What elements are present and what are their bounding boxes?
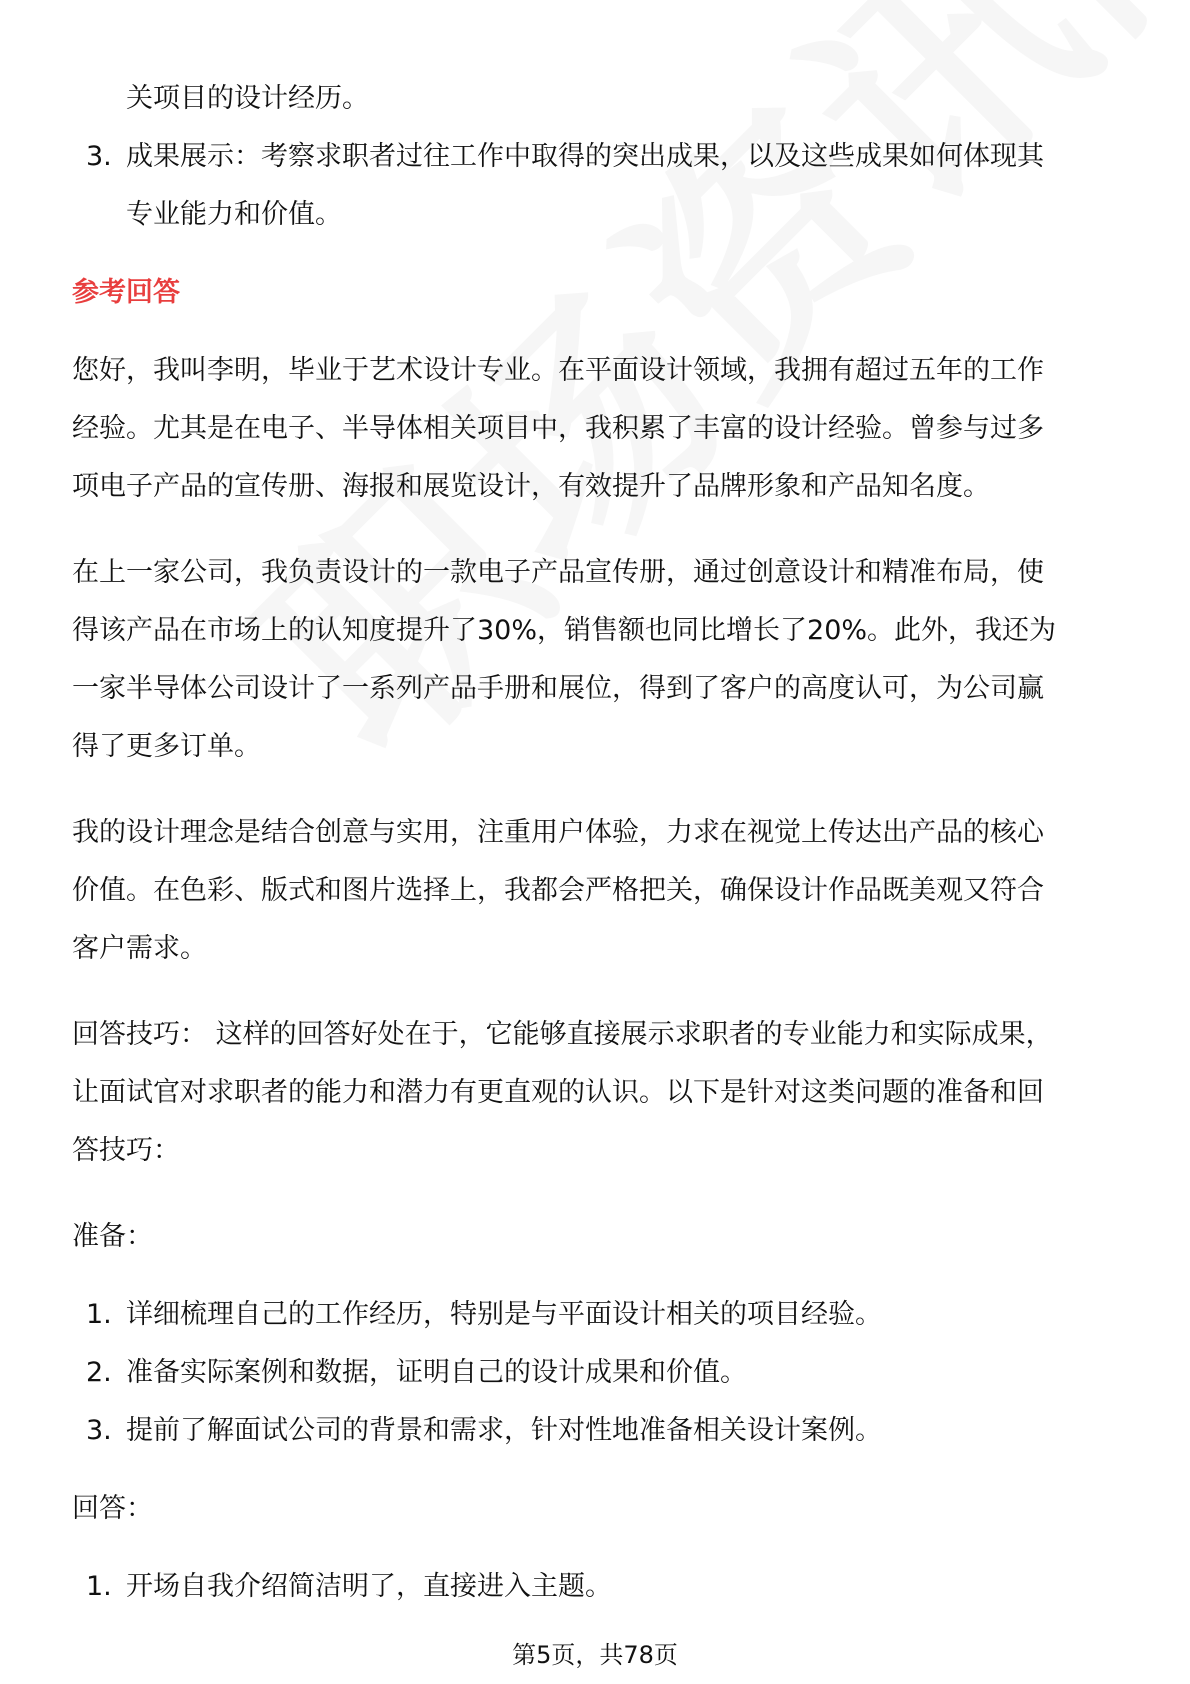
prep-list bbox=[72, 1286, 1122, 1460]
page-footer: 第5页，共78页 bbox=[512, 1641, 678, 1669]
paragraph-line: 回答技巧： 这样的回答好处在于，它能够直接展示求职者的专业能力和实际成果， bbox=[72, 1019, 1053, 1050]
section-heading: 参考回答 bbox=[72, 277, 180, 308]
list-item-text: 详细梳理自己的工作经历，特别是与平面设计相关的项目经验。 bbox=[126, 1299, 882, 1330]
list-item bbox=[72, 1402, 1122, 1460]
list-item bbox=[72, 128, 1122, 244]
paragraph-line: 项电子产品的宣传册、海报和展览设计，有效提升了品牌形象和产品知名度。 bbox=[72, 471, 990, 502]
paragraph-line: 得该产品在市场上的认知度提升了30%，销售额也同比增长了20%。此外，我还为 bbox=[72, 615, 1057, 646]
paragraph-line: 经验。尤其是在电子、半导体相关项目中，我积累了丰富的设计经验。曾参与过多 bbox=[72, 413, 1044, 444]
list-number: 1. bbox=[86, 1571, 112, 1602]
paragraph-line: 让面试官对求职者的能力和潜力有更直观的认识。以下是针对这类问题的准备和回 bbox=[72, 1077, 1044, 1108]
list-item-text: 开场自我介绍简洁明了，直接进入主题。 bbox=[126, 1571, 612, 1602]
answer-list bbox=[72, 1558, 1122, 1616]
list-item-text: 准备实际案例和数据，证明自己的设计成果和价值。 bbox=[126, 1357, 747, 1388]
paragraph bbox=[72, 342, 1122, 516]
paragraph-line: 答技巧： bbox=[72, 1135, 180, 1166]
paragraph-line: 一家半导体公司设计了一系列产品手册和展位，得到了客户的高度认可，为公司赢 bbox=[72, 673, 1044, 704]
paragraph-line: 在上一家公司，我负责设计的一款电子产品宣传册，通过创意设计和精准布局，使 bbox=[72, 557, 1044, 588]
list-number: 3. bbox=[86, 1415, 112, 1446]
paragraph-line: 您好，我叫李明，毕业于艺术设计专业。在平面设计领域，我拥有超过五年的工作 bbox=[72, 355, 1044, 386]
list-item bbox=[72, 1344, 1122, 1402]
list-number: 1. bbox=[86, 1299, 112, 1330]
list-item-text: 成果展示：考察求职者过往工作中取得的突出成果，以及这些成果如何体现其 bbox=[126, 141, 1044, 172]
list-item-text: 提前了解面试公司的背景和需求，针对性地准备相关设计案例。 bbox=[126, 1415, 882, 1446]
list-item-continuation: 关项目的设计经历。 bbox=[126, 83, 369, 114]
list-item bbox=[72, 1558, 1122, 1616]
tips-paragraph bbox=[72, 1006, 1122, 1180]
prep-label: 准备： bbox=[72, 1221, 153, 1252]
paragraph bbox=[72, 804, 1122, 978]
list-item-text: 专业能力和价值。 bbox=[126, 199, 342, 230]
paragraph-line: 客户需求。 bbox=[72, 933, 207, 964]
list-item bbox=[72, 1286, 1122, 1344]
list-number: 2. bbox=[86, 1357, 112, 1388]
paragraph-line: 得了更多订单。 bbox=[72, 731, 261, 762]
list-number: 3. bbox=[86, 141, 112, 172]
paragraph bbox=[72, 544, 1122, 776]
document-body bbox=[72, 70, 1122, 1616]
paragraph-line: 价值。在色彩、版式和图片选择上，我都会严格把关，确保设计作品既美观又符合 bbox=[72, 875, 1044, 906]
paragraph-line: 我的设计理念是结合创意与实用，注重用户体验，力求在视觉上传达出产品的核心 bbox=[72, 817, 1044, 848]
answer-label: 回答： bbox=[72, 1493, 153, 1524]
